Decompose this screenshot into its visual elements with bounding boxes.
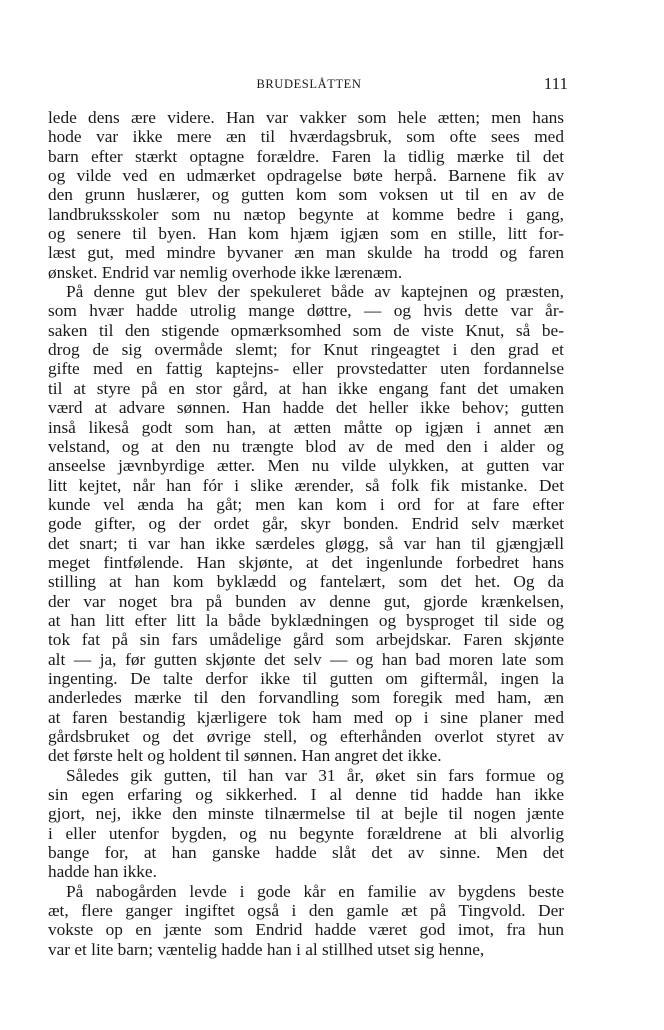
text-line: værd at advare sønnen. Han hadde det heller ikke behov; gutten bbox=[48, 398, 564, 418]
text-line: På denne gut blev der spekuleret både av kaptejnen og præsten, bbox=[66, 282, 564, 302]
text-line: at han litt efter litt la både byklædningen og bysproget til side og bbox=[48, 610, 564, 630]
text-line: meget fintfølende. Han skjønte, at det ingenlunde forbedret hans bbox=[48, 552, 564, 572]
text-line: ingenting. De talte derfor ikke til gutten om giftermål, ingen la bbox=[48, 668, 564, 688]
text-line: i eller utenfor bygden, og nu begynte forældrene at bli alvorlig bbox=[48, 823, 564, 843]
text-line: og senere til byen. Han kom hjæm igjæn som en stille, litt for- bbox=[48, 224, 564, 244]
text-line: stilling at han kom byklædd og fantelært, som det het. Og da bbox=[48, 572, 564, 592]
text-line: landbruksskoler som nu nætop begynte at komme bedre i gang, bbox=[48, 204, 564, 224]
body-text bbox=[48, 108, 564, 959]
text-line: På nabogården levde i gode kår en familie av bygdens beste bbox=[66, 881, 564, 901]
text-line: hode var ikke mere æn til hværdagsbruk, som ofte sees med bbox=[48, 127, 564, 147]
text-line: til at styre på en stor gård, at han ikke engang fant det umaken bbox=[48, 378, 564, 398]
running-head-title: BRUDESLÅTTEN bbox=[256, 77, 362, 91]
text-line: inså likeså godt som han, at ætten måtte op igjæn i annet æn bbox=[48, 417, 564, 437]
text-line: saken til den stigende opmærksomhed som de viste Knut, så be- bbox=[48, 320, 564, 340]
text-line: det første helt og holdent til sønnen. Han angret det ikke. bbox=[48, 746, 442, 766]
text-line: anseelse jævnbyrdige ætter. Men nu vilde ulykken, at gutten var bbox=[48, 456, 564, 476]
text-line: kunde vel ænda ha gåt; men kan kom i ord for at fare efter bbox=[48, 494, 564, 514]
text-line: og vilde ved en udmærket opdragelse bøte herpå. Barnene fik av bbox=[48, 166, 564, 186]
text-line: tok fat på sin fars umådelige gård som arbejdskar. Faren skjønte bbox=[48, 630, 564, 650]
text-line: læst gut, med mindre byvaner æn man skulde ha trodd og faren bbox=[48, 243, 564, 263]
text-line: at faren bestandig kjærligere tok ham med op i sine planer med bbox=[48, 707, 564, 727]
text-line: hadde han ikke. bbox=[48, 862, 157, 882]
text-line: den grunn huslærer, og gutten kom som voksen ut til en av de bbox=[48, 185, 564, 205]
text-line: vokste op en jænte som Endrid hadde været god imot, fra hun bbox=[48, 920, 564, 940]
text-line: drog de sig overmåde slemt; for Knut ringeagtet i den grad et bbox=[48, 340, 564, 360]
text-line: alt — ja, før gutten skjønte det selv — og han bad moren late som bbox=[48, 649, 564, 669]
running-head bbox=[48, 74, 570, 96]
text-line: lede dens ære videre. Han var vakker som hele ætten; men hans bbox=[48, 108, 564, 127]
text-line: barn efter stærkt optagne forældre. Faren la tidlig mærke til det bbox=[48, 146, 564, 166]
text-line: gjort, nej, ikke den minste tilnærmelse til at bejle til nogen jænte bbox=[48, 804, 564, 824]
text-line: der var noget bra på bunden av denne gut, gjorde krænkelsen, bbox=[48, 591, 564, 611]
text-line: litt kejtet, når han fór i slike ærender, så folk fik mistanke. Det bbox=[48, 475, 564, 495]
text-line: gårdsbruket og det øvrige stell, og efterhånden overlot styret av bbox=[48, 727, 564, 746]
text-line: ønsket. Endrid var nemlig overhode ikke lærenæm. bbox=[48, 262, 403, 282]
text-line: velstand, og at den nu trængte blod av de med den i alder og bbox=[48, 436, 564, 456]
text-line: Således gik gutten, til han var 31 år, øket sin fars formue og bbox=[66, 765, 564, 785]
text-line: gifte med en fattig kaptejns- eller provstedatter uten fordannelse bbox=[48, 359, 564, 379]
text-line: var et lite barn; væntelig hadde han i al stillhed utset sig henne, bbox=[48, 939, 485, 959]
text-line: det snart; ti var han ikke særdeles gløgg, så var han til gjængjæll bbox=[48, 533, 564, 553]
page-number: 111 bbox=[543, 74, 568, 93]
text-line: gode gifter, og der ordet går, skyr bonden. Endrid selv mærket bbox=[48, 514, 564, 534]
text-line: anderledes mærke til den forvandling som foregik med ham, æn bbox=[48, 688, 564, 708]
text-line: æt, flere ganger ingiftet også i den gamle æt på Tingvold. Der bbox=[48, 901, 564, 921]
text-line: sin egen erfaring og sikkerhed. I al denne tid hadde han ikke bbox=[48, 785, 564, 805]
text-line: som hvær hadde utrolig mange døttre, — og hvis dette var år- bbox=[48, 301, 564, 321]
text-line: bange for, at han ganske hadde slåt det av sinne. Men det bbox=[48, 843, 564, 863]
